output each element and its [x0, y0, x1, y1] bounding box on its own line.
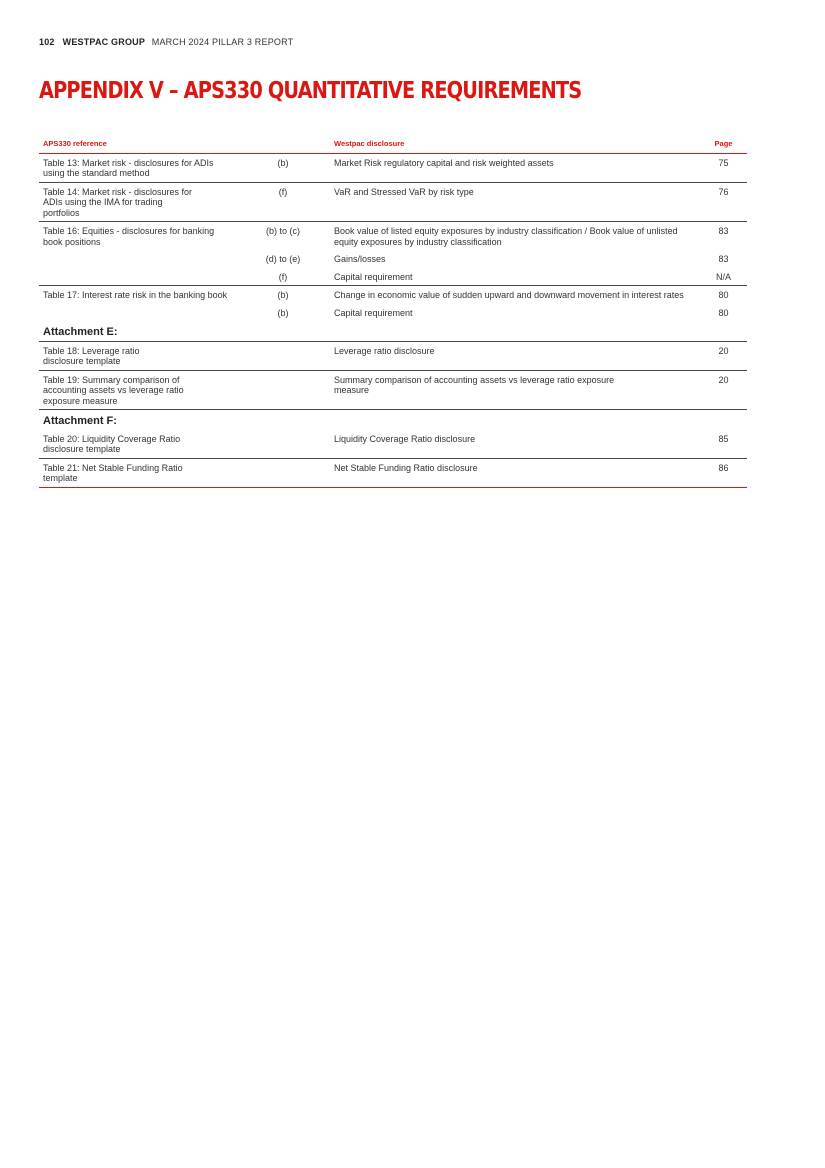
row-reference: Table 21: Net Stable Funding Ratio template	[39, 458, 236, 487]
table-row	[39, 153, 747, 182]
row-reference: Table 17: Interest rate risk in the banking book	[39, 286, 236, 304]
row-page: 86	[700, 458, 747, 487]
report-name: MARCH 2024 PILLAR 3 REPORT	[151, 37, 294, 47]
row-page: 20	[700, 370, 747, 410]
attachment-heading: Attachment F:	[39, 410, 747, 430]
table-row	[39, 286, 747, 304]
org-name: WESTPAC GROUP	[62, 37, 146, 47]
row-page: 83	[700, 222, 747, 251]
table-row	[39, 458, 747, 487]
row-subsection: (b)	[277, 307, 289, 318]
row-disclosure: Net Stable Funding Ratio disclosure	[330, 458, 700, 487]
row-reference: Table 18: Leverage ratio disclosure template	[39, 341, 236, 370]
row-disclosure: Gains/losses	[334, 254, 386, 264]
row-page: 20	[700, 341, 747, 370]
row-subsection	[236, 370, 330, 410]
page-title: APPENDIX V – APS330 QUANTITATIVE REQUIREMENTS	[39, 78, 582, 104]
row-reference: Table 16: Equities - disclosures for banking book positions	[39, 222, 236, 251]
table-row	[39, 182, 747, 222]
row-subsection: (d) to (e)	[265, 254, 301, 264]
row-disclosure: Leverage ratio disclosure	[330, 341, 700, 370]
row-disclosure: Summary comparison of accounting assets vs leverage ratio exposure measure	[330, 370, 700, 410]
row-reference	[39, 304, 236, 322]
attachment-heading: Attachment E:	[43, 326, 118, 338]
table-row	[39, 304, 747, 322]
row-page: 85	[718, 433, 729, 444]
row-page: 80	[700, 286, 747, 304]
table-header-row	[39, 139, 747, 153]
row-disclosure: Market Risk regulatory capital and risk weighted assets	[334, 157, 554, 168]
running-header	[39, 37, 293, 47]
attachment-heading-row	[39, 321, 747, 341]
row-disclosure: Book value of listed equity exposures by industry classification / Book value of unlisted equity exposures by industry classification	[330, 222, 700, 251]
row-page: N/A	[715, 271, 731, 282]
row-reference	[39, 250, 236, 268]
col-header-disclosure: Westpac disclosure	[330, 139, 700, 153]
row-subsection	[236, 458, 330, 487]
page-number: 102	[39, 37, 55, 47]
table-row	[39, 430, 747, 459]
table-row	[39, 268, 747, 286]
table-row	[39, 222, 747, 251]
row-reference: Table 20: Liquidity Coverage Ratio disclosure template	[43, 433, 181, 454]
col-header-page: Page	[700, 139, 747, 153]
col-header-reference: APS330 reference	[39, 139, 236, 153]
row-subsection: (f)	[236, 182, 330, 222]
table-row	[39, 250, 747, 268]
row-disclosure: Capital requirement	[334, 271, 413, 282]
row-subsection: (b) to (c)	[236, 222, 330, 251]
col-header-subsection	[236, 139, 330, 153]
aps330-reference-table	[39, 139, 747, 488]
table-row	[39, 341, 747, 370]
row-page: 83	[718, 254, 729, 264]
row-reference: Table 13: Market risk - disclosures for ADIs using the standard method	[43, 157, 214, 178]
row-subsection	[236, 430, 330, 459]
row-disclosure: VaR and Stressed VaR by risk type	[330, 182, 700, 222]
row-reference: Table 19: Summary comparison of accounting assets vs leverage ratio exposure measure	[39, 370, 236, 410]
row-subsection: (f)	[278, 271, 288, 282]
row-reference	[39, 268, 236, 286]
row-subsection: (b)	[236, 286, 330, 304]
row-disclosure: Change in economic value of sudden upward and downward movement in interest rates	[330, 286, 700, 304]
row-disclosure: Liquidity Coverage Ratio disclosure	[334, 433, 476, 444]
row-page: 80	[718, 307, 729, 318]
row-page: 75	[718, 157, 729, 168]
table-row	[39, 370, 747, 410]
row-reference: Table 14: Market risk - disclosures for ADIs using the IMA for trading portfolios	[39, 182, 236, 222]
row-subsection: (b)	[277, 157, 289, 168]
attachment-heading-row	[39, 410, 747, 430]
row-subsection	[236, 341, 330, 370]
row-page: 76	[700, 182, 747, 222]
row-disclosure: Capital requirement	[334, 307, 413, 318]
